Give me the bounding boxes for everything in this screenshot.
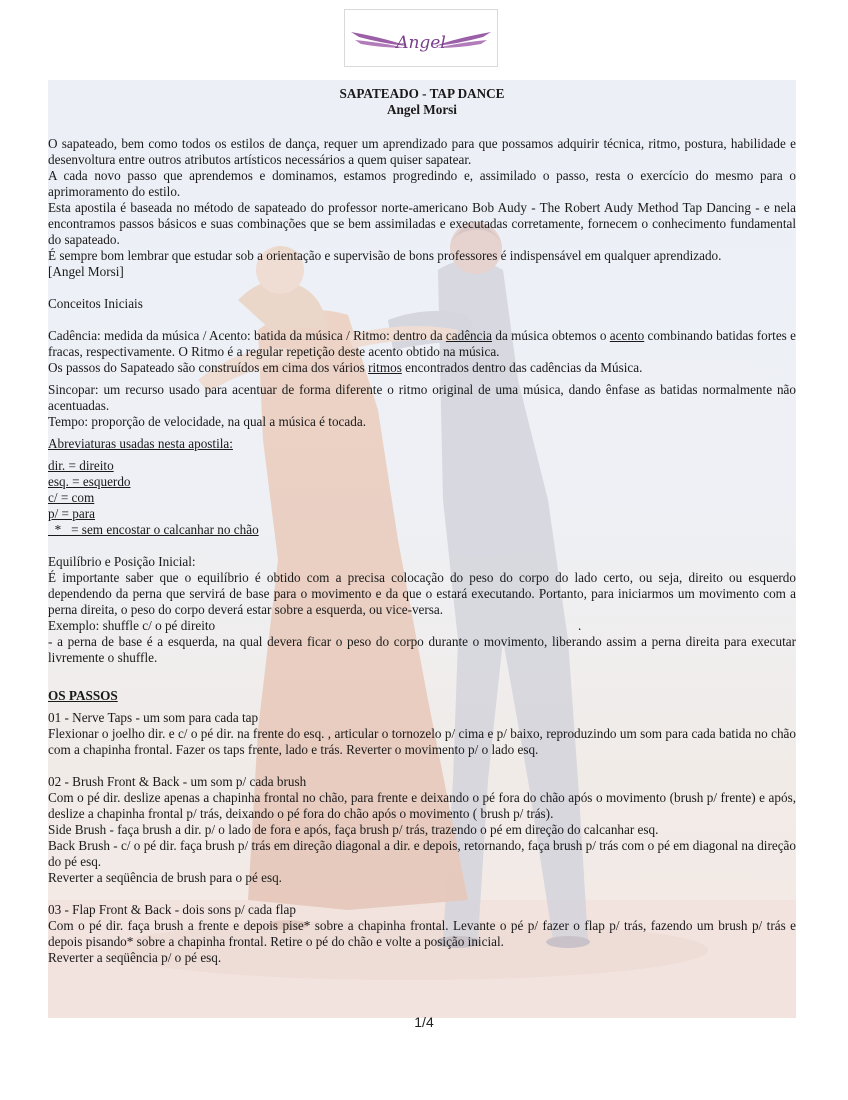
step-3-text: Com o pé dir. faça brush a frente e depois pise* sobre a chapinha frontal. Levante o pé p/ fazer o flap p/ trás, fazendo um brush p/ trás e depois pisando* sobre a chapinha frontal. Retire o pé do chão e volte a posição inicial. xyxy=(48,918,796,949)
step-1-text: Flexionar o joelho dir. e c/ o pé dir. na frente do esq. , articular o tornozelo p/ cima e p/ baixo, reproduzindo um som para cada batida no chão com a chapinha frontal. Fazer os taps frente, lado e trás. Reverter o movimento p/ o lado esq. xyxy=(48,726,796,757)
intro-paragraph-2: A cada novo passo que aprendemos e dominamos, estamos progredindo e, assimilado o passo, resta o exercício do mesmo para o aprimoramento do estilo. xyxy=(48,168,796,199)
page-number: 1/4 xyxy=(414,1014,434,1030)
abbrev-item: * = sem encostar o calcanhar no chão xyxy=(48,522,259,537)
intro-paragraph-4: É sempre bom lembrar que estudar sob a orientação e supervisão de bons professores é indispensável em qualquer aprendizado. xyxy=(48,248,722,263)
angel-logo xyxy=(344,9,498,67)
intro-paragraph-3: Esta apostila é baseada no método de sapateado do professor norte-americano Bob Audy - The Robert Audy Method Tap Dancing - e nela encontramos passos básicos e suas combinações que se bem assimiladas e executadas corretamente, fornecem o conhecimento fundamental do sapateado. xyxy=(48,200,796,247)
logo-text: Angel xyxy=(396,33,446,53)
document-title: SAPATEADO - TAP DANCE xyxy=(339,86,505,101)
step-3-title: 03 - Flap Front & Back - dois sons p/ cada flap xyxy=(48,902,296,917)
concepts-tempo: Tempo: proporção de velocidade, na qual a música é tocada. xyxy=(48,414,367,429)
steps-heading: OS PASSOS xyxy=(48,688,118,703)
document-author: Angel Morsi xyxy=(387,102,457,117)
step-1-title: 01 - Nerve Taps - um som para cada tap xyxy=(48,710,259,725)
step-3-reverse: Reverter a seqüência p/ o pé esq. xyxy=(48,950,222,965)
intro-paragraph-1: O sapateado, bem como todos os estilos de dança, requer um aprendizado para que possamos adquirir técnica, ritmo, postura, habilidade e desenvoltura entre outros atributos artísticos necessários a quem quiser sapatear. xyxy=(48,136,796,167)
concepts-sincopar: Sincopar: um recurso usado para acentuar de forma diferente o ritmo original de uma música, dando ênfase as batidas normalmente não acentuadas. xyxy=(48,382,796,413)
step-2-reverse: Reverter a seqüência de brush para o pé esq. xyxy=(48,870,282,885)
balance-text: É importante saber que o equilíbrio é obtido com a precisa colocação do peso do corpo do lado certo, ou seja, direito ou esquerdo dependendo da perna que servirá de base para o movimento e da que o estará executando. Portanto, para iniciarmos um movimento com a perna direita, o peso do corpo deverá estar sobre a esquerda, ou vice-versa. xyxy=(48,570,796,617)
abbrev-item: p/ = para xyxy=(48,506,95,521)
intro-signature: [Angel Morsi] xyxy=(48,264,124,279)
balance-example: Exemplo: shuffle c/ o pé direito . xyxy=(48,618,582,633)
concepts-passos: Os passos do Sapateado são construídos em cima dos vários ritmos encontrados dentro das cadências da Música. xyxy=(48,360,643,375)
step-2-title: 02 - Brush Front & Back - um som p/ cada brush xyxy=(48,774,307,789)
balance-base: - a perna de base é a esquerda, na qual devera ficar o peso do corpo durante o movimento, liberando assim a perna direita para executar livremente o shuffle. xyxy=(48,634,796,665)
step-2-side-brush: Side Brush - faça brush a dir. p/ o lado de fora e após, faça brush p/ trás, trazendo o pé em direção do calcanhar esq. xyxy=(48,822,659,837)
concepts-cadencia: Cadência: medida da música / Acento: batida da música / Ritmo: dentro da cadência da música obtemos o acento combinando batidas fortes e fracas, respectivamente. O Ritmo é a regular repetição deste acento obtido na música. xyxy=(48,328,796,359)
balance-heading: Equilíbrio e Posição Inicial: xyxy=(48,554,196,569)
abbrev-item: esq. = esquerdo xyxy=(48,474,131,489)
document-body xyxy=(48,80,796,966)
abbrev-heading: Abreviaturas usadas nesta apostila: xyxy=(48,436,233,451)
step-2-text: Com o pé dir. deslize apenas a chapinha frontal no chão, para frente e deixando o pé fora do chão após o movimento (brush p/ frente) e após, deslize a chapinha frontal p/ trás, deixando o pé fora do chão após o movimento ( brush p/ trás). xyxy=(48,790,796,821)
step-2-back-brush: Back Brush - c/ o pé dir. faça brush p/ trás em direção diagonal a dir. e depois, retornando, faça brush p/ trás com o pé em diagonal na direção do pé esq. xyxy=(48,838,796,869)
abbrev-item: dir. = direito xyxy=(48,458,114,473)
concepts-heading: Conceitos Iniciais xyxy=(48,296,143,311)
abbrev-item: c/ = com xyxy=(48,490,95,505)
